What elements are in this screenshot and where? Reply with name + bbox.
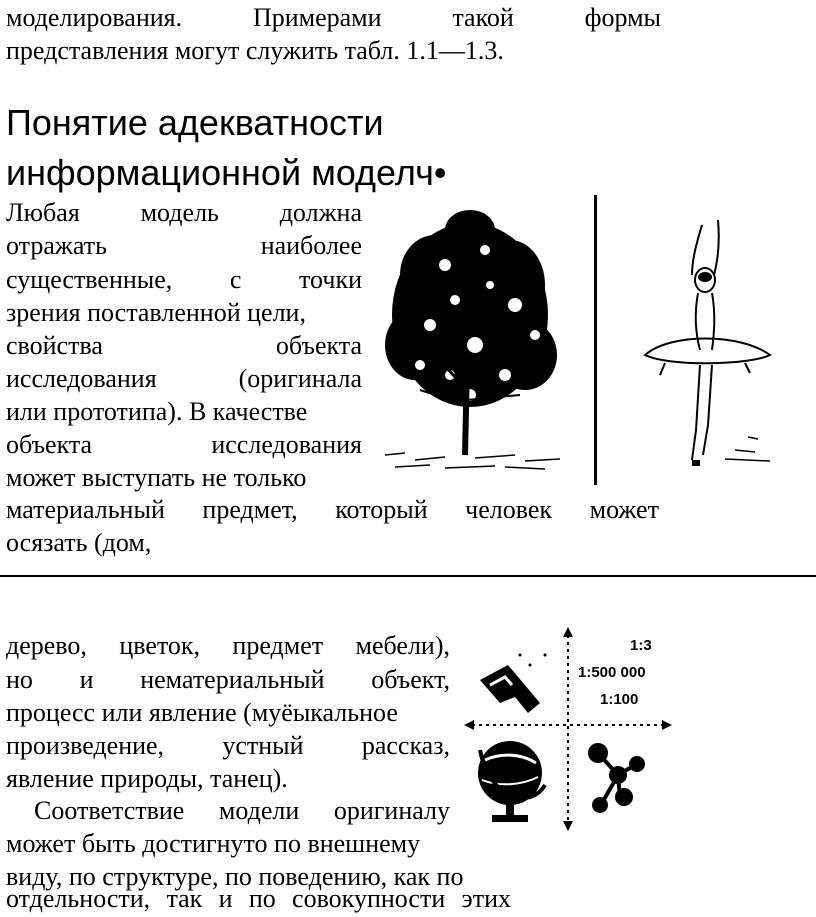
p1-line-2: отражать наиболее	[6, 231, 362, 260]
building-model-icon	[480, 654, 547, 714]
p2-line-2: но и нематериальный объект,	[6, 665, 450, 694]
p1-line-8: объекта исследования	[6, 430, 362, 459]
p2-line-4: произведение, устный рассказ,	[6, 731, 450, 760]
tree-illustration	[375, 205, 595, 475]
scale-label-1: 1:3	[630, 637, 652, 654]
p3-line-1: Соответствие модели оригиналу	[34, 796, 450, 825]
p1-line-6: исследования (оригинала	[6, 364, 362, 393]
p1-line-4: зрения поставленной цели,	[6, 298, 306, 327]
scale-label-2: 1:500 000	[578, 664, 646, 681]
p1-line-7: или прототипа). В качестве	[6, 397, 308, 426]
word: Примерами	[252, 3, 382, 32]
vertical-divider	[594, 195, 598, 485]
top-line-1	[6, 2, 661, 34]
scale-label-3: 1:100	[600, 691, 639, 708]
p2-line-3: процесс или явление (муёыкальное	[6, 698, 398, 727]
p1-line-9: может выступать не только	[6, 463, 307, 492]
p1-line-11: осязать (дом,	[6, 528, 152, 557]
section-heading-line-2: информационной моделч•	[6, 152, 447, 193]
top-line-2: представления могут служить табл. 1.1—1.3.	[6, 36, 504, 65]
p2-line-1: дерево, цветок, предмет мебели),	[6, 631, 450, 660]
p3-line-3: виду, по структуре, по поведению, как по	[6, 862, 464, 891]
p1-line-1: Любая модель должна	[6, 198, 362, 227]
word: моделирования.	[6, 3, 183, 32]
horizontal-rule	[0, 575, 816, 577]
p2-line-5: явление природы, танец).	[6, 764, 288, 793]
p3-line-2: может быть достигнуто по внешнему	[6, 829, 421, 858]
models-figure	[460, 625, 680, 835]
p1-line-10: материальный предмет, который человек может	[6, 495, 659, 524]
p1-line-5: свойства объекта	[6, 331, 362, 360]
molecule-icon	[590, 745, 643, 811]
p1-line-3: существенные, с точки	[6, 265, 362, 294]
word: формы	[584, 3, 661, 32]
ballerina-illustration	[630, 215, 780, 470]
word: такой	[452, 3, 514, 32]
p3-line-4: отдельности, так и по совокупности этих	[6, 884, 511, 913]
globe-icon	[478, 741, 545, 822]
section-heading-line-1: Понятие адекватности	[6, 102, 384, 143]
